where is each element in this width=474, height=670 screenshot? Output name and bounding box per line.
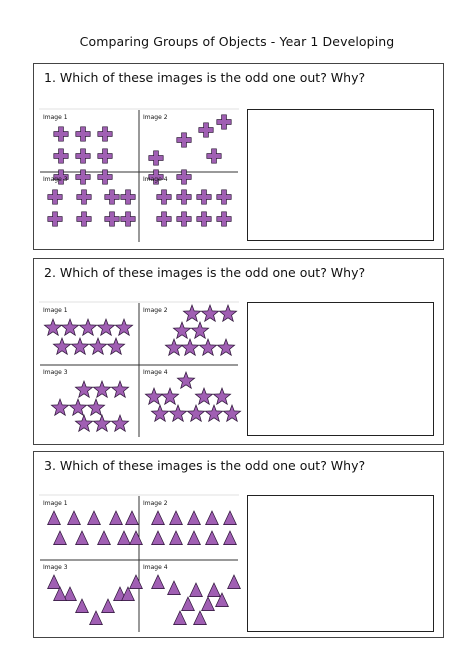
cross-shape-icon <box>177 212 191 226</box>
triangle-shape-icon <box>76 599 89 613</box>
triangle-shape-icon <box>98 531 111 545</box>
cross-shape-icon <box>76 127 90 141</box>
star-shape-icon <box>115 319 132 335</box>
cross-shape-icon <box>98 149 112 163</box>
triangle-shape-icon <box>202 597 215 611</box>
star-shape-icon <box>169 405 186 421</box>
triangle-shape-icon <box>224 531 237 545</box>
triangle-shape-icon <box>54 531 67 545</box>
star-shape-icon <box>165 339 182 355</box>
triangle-shape-icon <box>48 511 61 525</box>
star-shape-icon <box>223 405 240 421</box>
star-shape-icon <box>75 381 92 397</box>
triangle-shape-icon <box>130 531 143 545</box>
cross-shape-icon <box>177 190 191 204</box>
triangle-shape-icon <box>228 575 241 589</box>
triangle-shape-icon <box>206 531 219 545</box>
cross-shape-icon <box>105 212 119 226</box>
star-shape-icon <box>97 319 114 335</box>
question-3-answer-box[interactable] <box>247 495 434 632</box>
star-shape-icon <box>219 305 236 321</box>
image-3-label: Image 3 <box>43 564 68 571</box>
triangle-shape-icon <box>118 531 131 545</box>
question-1-text: 1. Which of these images is the odd one out? Why? <box>44 70 366 85</box>
star-shape-icon <box>79 319 96 335</box>
question-2-text: 2. Which of these images is the odd one out? Why? <box>44 265 366 280</box>
star-shape-icon <box>205 405 222 421</box>
question-1-answer-box[interactable] <box>247 109 434 241</box>
triangle-shape-icon <box>152 575 165 589</box>
triangle-shape-icon <box>152 511 165 525</box>
star-shape-icon <box>71 338 88 354</box>
star-shape-icon <box>93 415 110 431</box>
star-shape-icon <box>173 322 190 338</box>
triangle-shape-icon <box>194 611 207 625</box>
cross-shape-icon <box>149 151 163 165</box>
cross-shape-icon <box>197 212 211 226</box>
image-3-label: Image 3 <box>43 176 68 183</box>
triangle-shape-icon <box>126 511 139 525</box>
question-2-section <box>33 258 444 445</box>
cross-shape-icon <box>48 190 62 204</box>
star-shape-icon <box>61 319 78 335</box>
triangle-shape-icon <box>54 587 67 601</box>
star-shape-icon <box>195 388 212 404</box>
star-shape-icon <box>69 399 86 415</box>
triangle-shape-icon <box>110 511 123 525</box>
star-shape-icon <box>187 405 204 421</box>
star-shape-icon <box>145 388 162 404</box>
star-shape-icon <box>177 372 194 388</box>
cross-shape-icon <box>197 190 211 204</box>
cross-shape-icon <box>98 127 112 141</box>
star-shape-icon <box>191 322 208 338</box>
image-3-label: Image 3 <box>43 369 68 376</box>
question-2-answer-box[interactable] <box>247 302 434 436</box>
triangle-shape-icon <box>102 599 115 613</box>
triangle-shape-icon <box>48 575 61 589</box>
star-shape-icon <box>44 319 61 335</box>
cross-shape-icon <box>217 115 231 129</box>
image-2-label: Image 2 <box>143 500 168 507</box>
star-shape-icon <box>201 305 218 321</box>
cross-shape-icon <box>105 190 119 204</box>
triangle-shape-icon <box>188 511 201 525</box>
cross-shape-icon <box>207 149 221 163</box>
triangle-shape-icon <box>206 511 219 525</box>
question-1-section <box>33 63 444 250</box>
star-shape-icon <box>151 405 168 421</box>
triangle-shape-icon <box>170 531 183 545</box>
image-2-label: Image 2 <box>143 307 168 314</box>
image-4-label: Image 4 <box>143 176 168 183</box>
cross-shape-icon <box>48 212 62 226</box>
triangle-shape-icon <box>90 611 103 625</box>
triangle-shape-icon <box>88 511 101 525</box>
question-3-images <box>34 452 244 639</box>
star-shape-icon <box>217 339 234 355</box>
triangle-shape-icon <box>76 531 89 545</box>
image-1-label: Image 1 <box>43 500 68 507</box>
star-shape-icon <box>75 415 92 431</box>
triangle-shape-icon <box>130 575 143 589</box>
star-shape-icon <box>111 381 128 397</box>
triangle-shape-icon <box>170 511 183 525</box>
question-1-images <box>34 64 244 251</box>
star-shape-icon <box>53 338 70 354</box>
cross-shape-icon <box>76 149 90 163</box>
cross-shape-icon <box>157 212 171 226</box>
star-shape-icon <box>111 415 128 431</box>
image-1-label: Image 1 <box>43 114 68 121</box>
star-shape-icon <box>89 338 106 354</box>
star-shape-icon <box>51 399 68 415</box>
triangle-shape-icon <box>152 531 165 545</box>
triangle-shape-icon <box>182 597 195 611</box>
cross-shape-icon <box>54 149 68 163</box>
cross-shape-icon <box>121 212 135 226</box>
question-3-text: 3. Which of these images is the odd one out? Why? <box>44 458 366 473</box>
triangle-shape-icon <box>174 611 187 625</box>
cross-shape-icon <box>121 190 135 204</box>
star-shape-icon <box>93 381 110 397</box>
page-title: Comparing Groups of Objects - Year 1 Developing <box>79 34 395 49</box>
cross-shape-icon <box>199 123 213 137</box>
star-shape-icon <box>213 388 230 404</box>
triangle-shape-icon <box>188 531 201 545</box>
image-2-label: Image 2 <box>143 114 168 121</box>
image-4-label: Image 4 <box>143 369 168 376</box>
star-shape-icon <box>183 305 200 321</box>
star-shape-icon <box>161 388 178 404</box>
cross-shape-icon <box>177 133 191 147</box>
triangle-shape-icon <box>168 581 181 595</box>
cross-shape-icon <box>217 190 231 204</box>
triangle-shape-icon <box>208 583 221 597</box>
triangle-shape-icon <box>68 511 81 525</box>
triangle-shape-icon <box>224 511 237 525</box>
image-4-label: Image 4 <box>143 564 168 571</box>
star-shape-icon <box>181 339 198 355</box>
cross-shape-icon <box>54 127 68 141</box>
star-shape-icon <box>87 399 104 415</box>
star-shape-icon <box>107 338 124 354</box>
cross-shape-icon <box>77 190 91 204</box>
image-1-label: Image 1 <box>43 307 68 314</box>
cross-shape-icon <box>157 190 171 204</box>
question-3-section <box>33 451 444 638</box>
star-shape-icon <box>199 339 216 355</box>
triangle-shape-icon <box>190 583 203 597</box>
cross-shape-icon <box>77 212 91 226</box>
cross-shape-icon <box>217 212 231 226</box>
question-2-images <box>34 259 244 446</box>
